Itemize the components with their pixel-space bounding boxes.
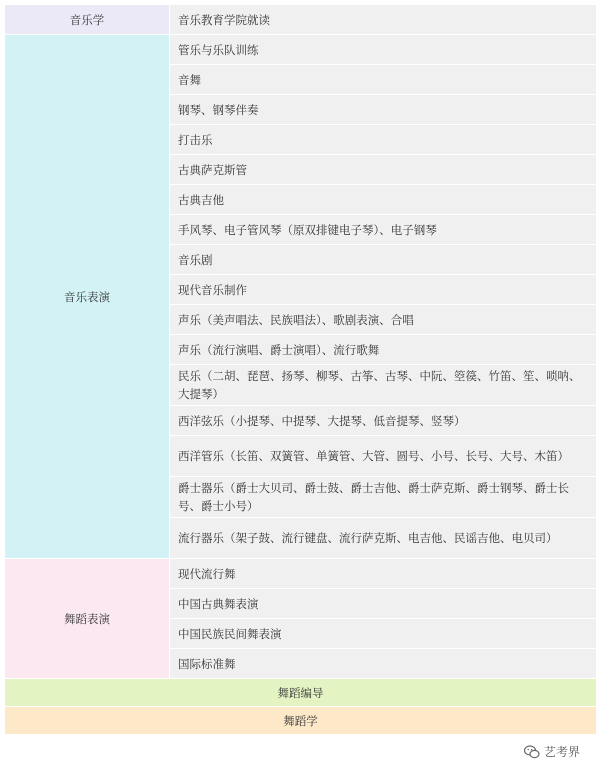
item-cell: 国际标准舞 <box>170 649 597 679</box>
item-cell: 声乐（流行演唱、爵士演唱）、流行歌舞 <box>170 335 597 365</box>
category-cell-music-study: 音乐学 <box>5 5 170 35</box>
category-cell-dance-performance: 舞蹈表演 <box>5 559 170 679</box>
item-cell: 古典吉他 <box>170 185 597 215</box>
item-cell: 中国民族民间舞表演 <box>170 619 597 649</box>
item-cell: 打击乐 <box>170 125 597 155</box>
item-cell: 中国古典舞表演 <box>170 589 597 619</box>
category-cell-music-performance: 音乐表演 <box>5 35 170 559</box>
table-row <box>5 5 597 35</box>
table-row <box>5 707 597 735</box>
choreography-row: 舞蹈编导 <box>5 679 597 707</box>
item-cell: 音乐剧 <box>170 245 597 275</box>
item-cell: 手风琴、电子管风琴（原双排键电子琴）、电子钢琴 <box>170 215 597 245</box>
item-cell: 现代流行舞 <box>170 559 597 589</box>
item-cell: 古典萨克斯管 <box>170 155 597 185</box>
table-row <box>5 679 597 707</box>
table-row <box>5 559 597 589</box>
item-cell: 管乐与乐队训练 <box>170 35 597 65</box>
item-cell: 西洋弦乐（小提琴、中提琴、大提琴、低音提琴、竖琴） <box>170 406 597 436</box>
item-cell: 民乐（二胡、琵琶、扬琴、柳琴、古筝、古琴、中阮、箜篌、竹笛、笙、唢呐、大提琴） <box>170 365 597 406</box>
major-table <box>4 4 597 735</box>
item-cell: 音舞 <box>170 65 597 95</box>
item-cell: 现代音乐制作 <box>170 275 597 305</box>
item-cell: 爵士器乐（爵士大贝司、爵士鼓、爵士吉他、爵士萨克斯、爵士钢琴、爵士长号、爵士小号） <box>170 477 597 518</box>
item-cell: 钢琴、钢琴伴奏 <box>170 95 597 125</box>
watermark <box>524 743 580 760</box>
dance-study-row: 舞蹈学 <box>5 707 597 735</box>
watermark-text: 艺考界 <box>543 745 580 759</box>
item-cell: 流行器乐（架子鼓、流行键盘、流行萨克斯、电吉他、民谣吉他、电贝司） <box>170 518 597 559</box>
item-cell: 音乐教育学院就读 <box>170 5 597 35</box>
item-cell: 西洋管乐（长笛、双簧管、单簧管、大管、圆号、小号、长号、大号、木笛） <box>170 436 597 477</box>
item-cell: 声乐（美声唱法、民族唱法）、歌剧表演、合唱 <box>170 305 597 335</box>
wechat-icon <box>524 745 540 759</box>
table-row <box>5 35 597 65</box>
